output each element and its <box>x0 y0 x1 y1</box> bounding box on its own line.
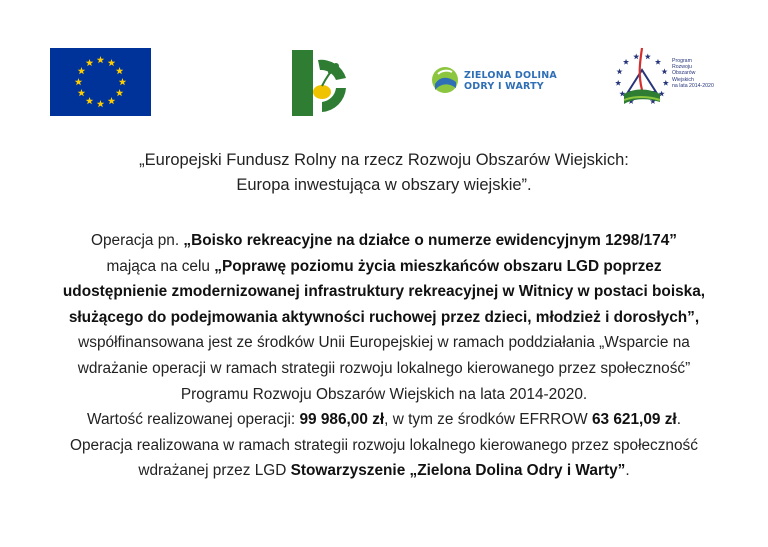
leader-logo-icon <box>292 50 354 116</box>
eu-flag-icon <box>50 48 151 116</box>
efrrow-prefix: , w tym ze środków EFRROW <box>384 411 592 429</box>
logo-bar <box>0 0 768 130</box>
prow-emblem-icon <box>612 44 672 120</box>
prow-line4: Wiejskich <box>672 76 694 83</box>
operation-name: „Boisko rekreacyjne na działce o numerze ewidencyjnym 1298/174” <box>183 232 677 249</box>
goal-text-3: służącego do podejmowania aktywności ruchowej przez dzieci, młodzież i dorosłych”, <box>68 308 700 326</box>
body-line-8 <box>0 407 768 433</box>
body-line-5: współfinansowana jest ze środków Unii Europejskiej w ramach poddziałania „Wsparcie na <box>78 334 690 352</box>
operation-description <box>0 228 768 484</box>
prow-star-icon <box>633 54 639 60</box>
total-value: 99 986,00 zł <box>299 411 385 429</box>
lgd-name: Stowarzyszenie „Zielona Dolina Odry i Warty” <box>290 462 626 480</box>
prow-line5: na lata 2014-2020 <box>672 82 714 89</box>
body-line-1 <box>0 228 768 254</box>
goal-text-1: „Poprawę poziomu życia mieszkańców obszaru LGD poprzez <box>214 257 662 275</box>
prow-star-icon <box>661 68 667 74</box>
prow-star-icon <box>655 59 661 65</box>
body-line-7: Programu Rozwoju Obszarów Wiejskich na lata 2014-2020. <box>180 385 588 403</box>
goal-prefix: mająca na celu <box>106 257 215 275</box>
zielona-dolina-line2: ODRY I WARTY <box>464 81 544 92</box>
zielona-dolina-logo <box>430 60 560 100</box>
prow-star-icon <box>616 68 622 74</box>
lgd-suffix: . <box>625 462 630 480</box>
body-line-6: wdrażanie operacji w ramach strategii rozwoju lokalnego kierowanego przez społeczność” <box>77 359 691 377</box>
goal-text-2: udostępnienie zmodernizowanej infrastruktury rekreacyjnej w Witnicy w postaci boiska, <box>62 283 706 301</box>
heading-line-1: „Europejski Fundusz Rolny na rzecz Rozwoju Obszarów Wiejskich: <box>139 151 629 169</box>
body-line-4 <box>0 305 768 331</box>
prow-line2: Rozwoju <box>672 64 692 71</box>
efrrow-value: 63 621,09 zł <box>591 411 677 429</box>
prow-line1: Program <box>672 58 692 64</box>
value-prefix: Wartość realizowanej operacji: <box>87 411 300 429</box>
body-line-9: Operacja realizowana w ramach strategii rozwoju lokalnego kierowanego przez społeczność <box>70 436 698 454</box>
zielona-dolina-emblem-icon <box>430 62 460 98</box>
prow-line3: Obszarów <box>672 70 696 77</box>
heading-line-2: Europa inwestująca w obszary wiejskie”. <box>236 176 532 194</box>
body-line-2 <box>0 254 768 280</box>
prow-logo <box>612 44 732 120</box>
heading <box>0 148 768 198</box>
prow-star-icon <box>645 54 651 60</box>
prow-star-icon <box>623 59 629 65</box>
operation-prefix: Operacja pn. <box>91 232 184 249</box>
lgd-prefix: wdrażanej przez LGD <box>138 462 291 480</box>
body-line-3 <box>0 279 768 305</box>
value-suffix: . <box>676 411 681 429</box>
notice-content <box>0 148 768 484</box>
prow-star-icon <box>663 80 669 86</box>
prow-star-icon <box>615 80 621 86</box>
body-line-10 <box>0 458 768 484</box>
zielona-dolina-line1: ZIELONA DOLINA <box>464 70 557 81</box>
